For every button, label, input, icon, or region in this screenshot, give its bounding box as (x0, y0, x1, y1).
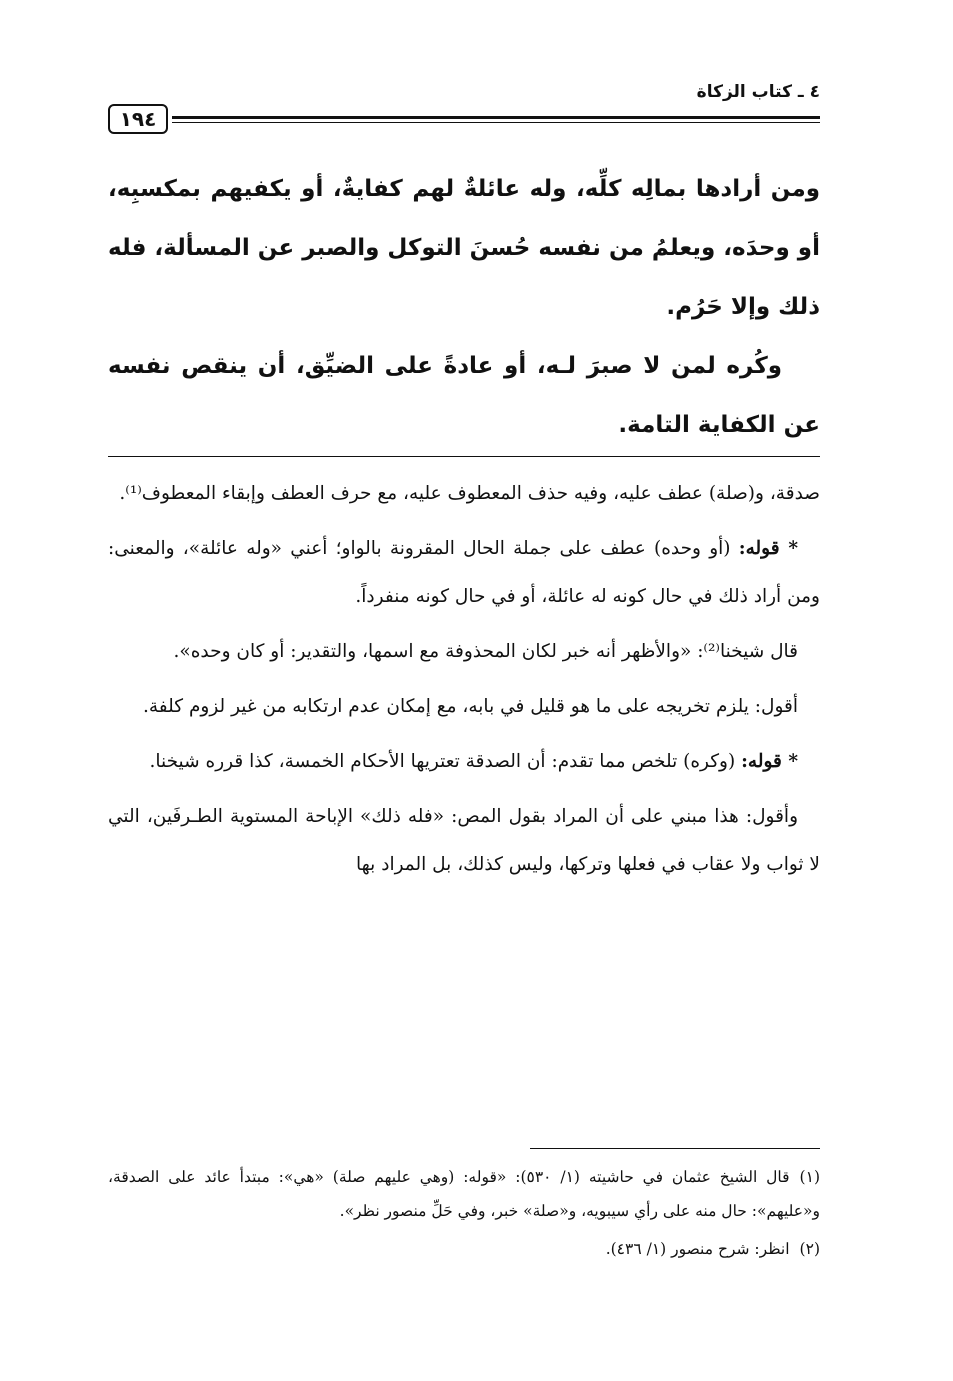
commentary-paragraph-3: قال شيخنا⁽²⁾: «والأظهر أنه خبر لكان المحذوفة مع اسمها، والتقدير: أو كان وحده». (173, 641, 798, 662)
qawluhu-lead: * قوله: (741, 751, 798, 772)
page-header (108, 82, 820, 142)
footnote-text: انظر: شرح منصور (١/ ٤٣٦). (605, 1240, 790, 1258)
footnote-separator (530, 1148, 820, 1149)
footnote-1 (108, 1160, 820, 1228)
footnotes (108, 1160, 820, 1270)
commentary-paragraph-2-body: (أو وحده) عطف على جملة الحال المقرونة بالواو؛ أعني «وله عائلة»، والمعنى: ومن أراد ذلك في حال كونه له عائلة، أو في حال كونه منفرداً. (108, 538, 820, 607)
commentary-paragraph-5-body: (وكره) تلخص مما تقدم: أن الصدقة تعتريها الأحكام الخمسة، كذا قرره شيخنا. (149, 751, 742, 772)
commentary-text (108, 470, 820, 896)
footnote-text: قال الشيخ عثمان في حاشيته (١/ ٥٣٠): «قوله: (وهي عليهم صلة) «هي»: مبتدأ عائد على الصدقة، و«عليهم»: حال منه على رأي سيبويه، و«صلة» خبر، وفي حَلِّ منصور نظر». (108, 1168, 820, 1220)
matn-commentary-separator (108, 456, 820, 457)
running-title: ٤ ـ كتاب الزكاة (696, 82, 820, 102)
header-rule-thick (172, 116, 820, 119)
commentary-paragraph-6: وأقول: هذا مبني على أن المراد بقول المص: «فله ذلك» الإباحة المستوية الطـرفَين، التي لا ثواب ولا عقاب في فعلها وتركها، وليس كذلك، بل المراد بها (108, 806, 820, 875)
commentary-paragraph-1: صدقة، و(صلة) عطف عليه، وفيه حذف المعطوف عليه، مع حرف العطف وإبقاء المعطوف⁽¹⁾. (119, 483, 820, 504)
matn-text (108, 160, 820, 455)
footnote-number: (٢) (799, 1240, 820, 1258)
header-rule-thin (172, 122, 820, 123)
qawluhu-lead: * قوله: (738, 538, 799, 559)
footnote-number: (١) (799, 1168, 820, 1186)
page-number-box: ١٩٤ (108, 104, 168, 134)
commentary-paragraph-2 (108, 525, 820, 621)
header-double-rule (172, 116, 820, 123)
commentary-paragraph-4: أقول: يلزم تخريجه على ما هو قليل في بابه، مع إمكان عدم ارتكابه من غير لزوم كلفة. (142, 696, 798, 717)
commentary-paragraph-5 (108, 738, 820, 786)
matn-paragraph-1: ومن أرادها بمالِه كلِّه، وله عائلةٌ لهم كفايةٌ، أو يكفيهم بمكسبِه، أو وحدَه، ويعلمُ من نفسه حُسنَ التوكل والصبر عن المسألة، فله ذلك وإلا حَرُم. (108, 176, 820, 320)
footnote-2 (108, 1232, 820, 1266)
matn-paragraph-2: وكُره لمن لا صبرَ لـه، أو عادةً على الضيِّق، أن ينقص نفسه عن الكفاية التامة. (108, 353, 820, 438)
